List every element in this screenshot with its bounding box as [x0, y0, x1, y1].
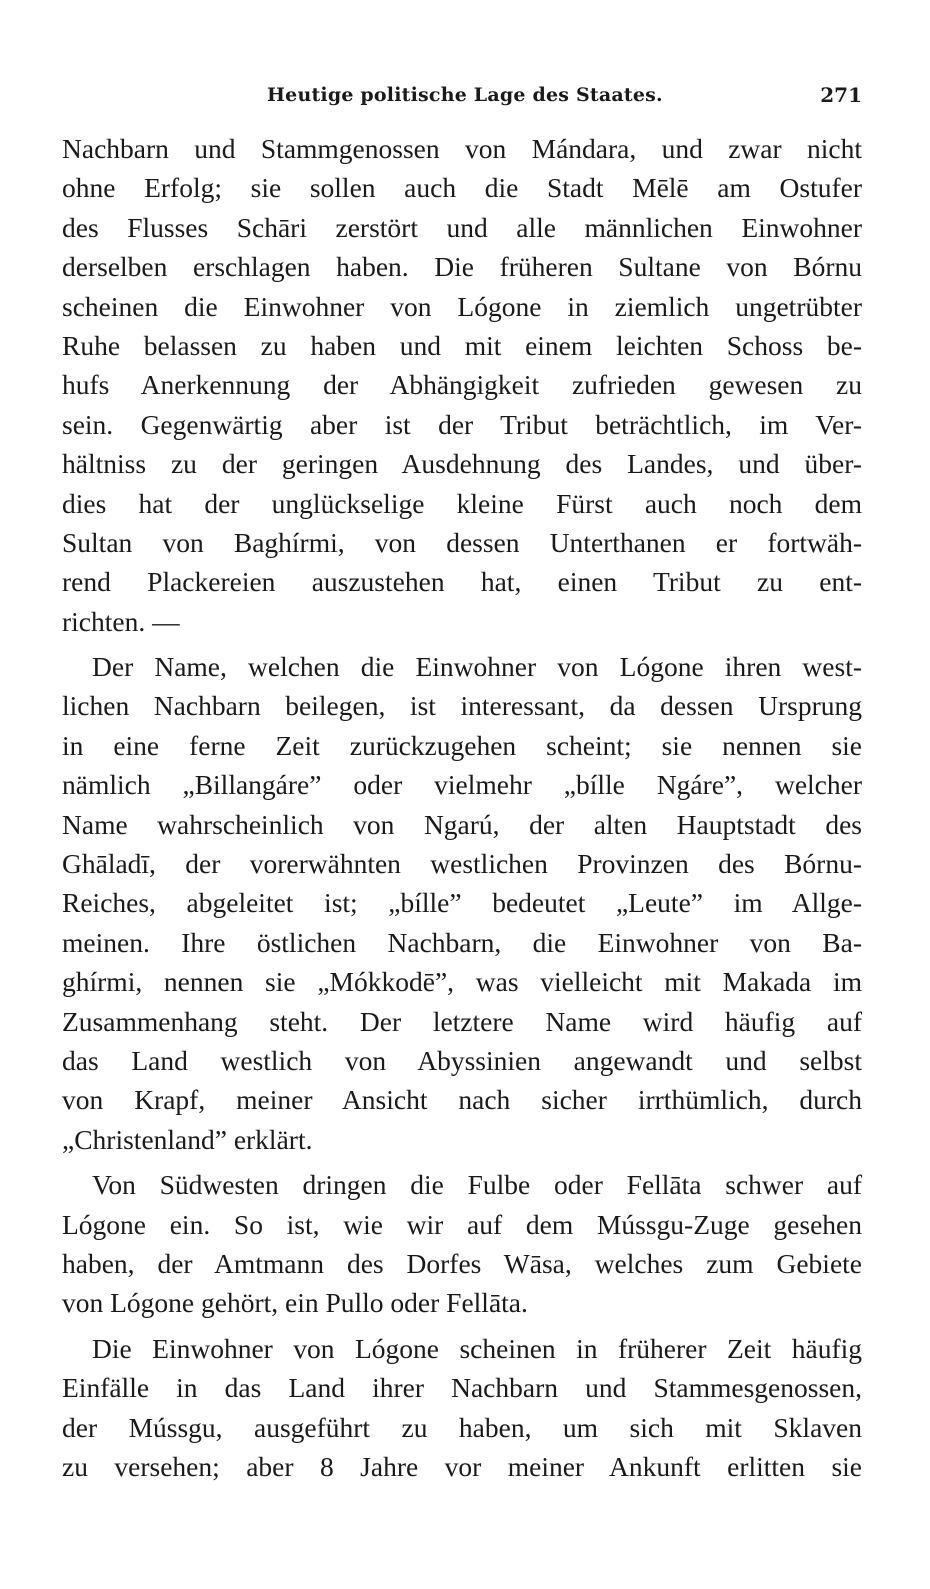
text-line: Name wahrscheinlich von Ngarú, der alten Hauptstadt des [62, 808, 862, 840]
body-text [62, 129, 862, 1486]
text-line: des Flusses Schāri zerstört und alle männlichen Einwohner [62, 211, 862, 243]
text-line: Einfälle in das Land ihrer Nachbarn und Stammesgenossen, [62, 1372, 862, 1404]
text-line: von Krapf, meiner Ansicht nach sicher irrthümlich, durch [62, 1084, 862, 1116]
text-line: Ghāladī, der vorerwähnten westlichen Provinzen des Bórnu- [62, 848, 862, 880]
text-line: der Mússgu, ausgeführt zu haben, um sich mit Sklaven [62, 1411, 862, 1443]
text-line: Die Einwohner von Lógone scheinen in früherer Zeit häufig [92, 1332, 862, 1364]
text-line: zu versehen; aber 8 Jahre vor meiner Ankunft erlitten sie [62, 1450, 862, 1482]
text-line: scheinen die Einwohner von Lógone in ziemlich ungetrübter [62, 290, 862, 322]
text-line: Sultan von Baghírmi, von dessen Unterthanen er fortwäh- [62, 526, 862, 558]
page-header [62, 80, 862, 120]
text-line: Reiches, abgeleitet ist; „bílle” bedeutet „Leute” im Allge- [62, 887, 862, 919]
text-line: hufs Anerkennung der Abhängigkeit zufrieden gewesen zu [62, 369, 862, 401]
text-line: „Christenland” erklärt. [62, 1123, 313, 1155]
text-line: Ruhe belassen zu haben und mit einem leichten Schoss be- [62, 329, 862, 361]
text-line: in eine ferne Zeit zurückzugehen scheint; sie nennen sie [62, 729, 862, 761]
text-line: Zusammenhang steht. Der letztere Name wird häufig auf [62, 1005, 862, 1037]
text-line: rend Plackereien auszustehen hat, einen Tribut zu ent- [62, 566, 862, 598]
text-line: Von Südwesten dringen die Fulbe oder Fellāta schwer auf [92, 1169, 862, 1201]
text-line: Der Name, welchen die Einwohner von Lógone ihren west- [92, 651, 862, 683]
text-line: ghírmi, nennen sie „Mókkodē”, was vielleicht mit Makada im [62, 966, 862, 998]
paragraph [62, 1329, 862, 1487]
text-line: nämlich „Billangáre” oder vielmehr „bílle Ngáre”, welcher [62, 769, 862, 801]
text-line: hältniss zu der geringen Ausdehnung des Landes, und über- [62, 448, 862, 480]
page-number: 271 [820, 83, 862, 107]
text-line: von Lógone gehört, ein Pullo oder Fellāta. [62, 1287, 528, 1319]
running-title: Heutige politische Lage des Staates. [267, 84, 663, 106]
text-line: derselben erschlagen haben. Die früheren Sultane von Bórnu [62, 251, 862, 283]
text-line: lichen Nachbarn beilegen, ist interessant, da dessen Ursprung [62, 690, 862, 722]
text-line: meinen. Ihre östlichen Nachbarn, die Einwohner von Ba- [62, 926, 862, 958]
paragraph [62, 1165, 862, 1323]
text-line: das Land westlich von Abyssinien angewandt und selbst [62, 1044, 862, 1076]
text-line: Lógone ein. So ist, wie wir auf dem Mússgu-Zuge gesehen [62, 1208, 862, 1240]
text-line: haben, der Amtmann des Dorfes Wāsa, welches zum Gebiete [62, 1247, 862, 1279]
text-line: richten. — [62, 605, 180, 637]
text-line: sein. Gegenwärtig aber ist der Tribut beträchtlich, im Ver- [62, 408, 862, 440]
text-line: dies hat der unglückselige kleine Fürst auch noch dem [62, 487, 862, 519]
paragraph [62, 129, 862, 641]
paragraph [62, 647, 862, 1159]
text-line: ohne Erfolg; sie sollen auch die Stadt Mēlē am Ostufer [62, 172, 862, 204]
text-line: Nachbarn und Stammgenossen von Mándara, und zwar nicht [62, 133, 862, 164]
